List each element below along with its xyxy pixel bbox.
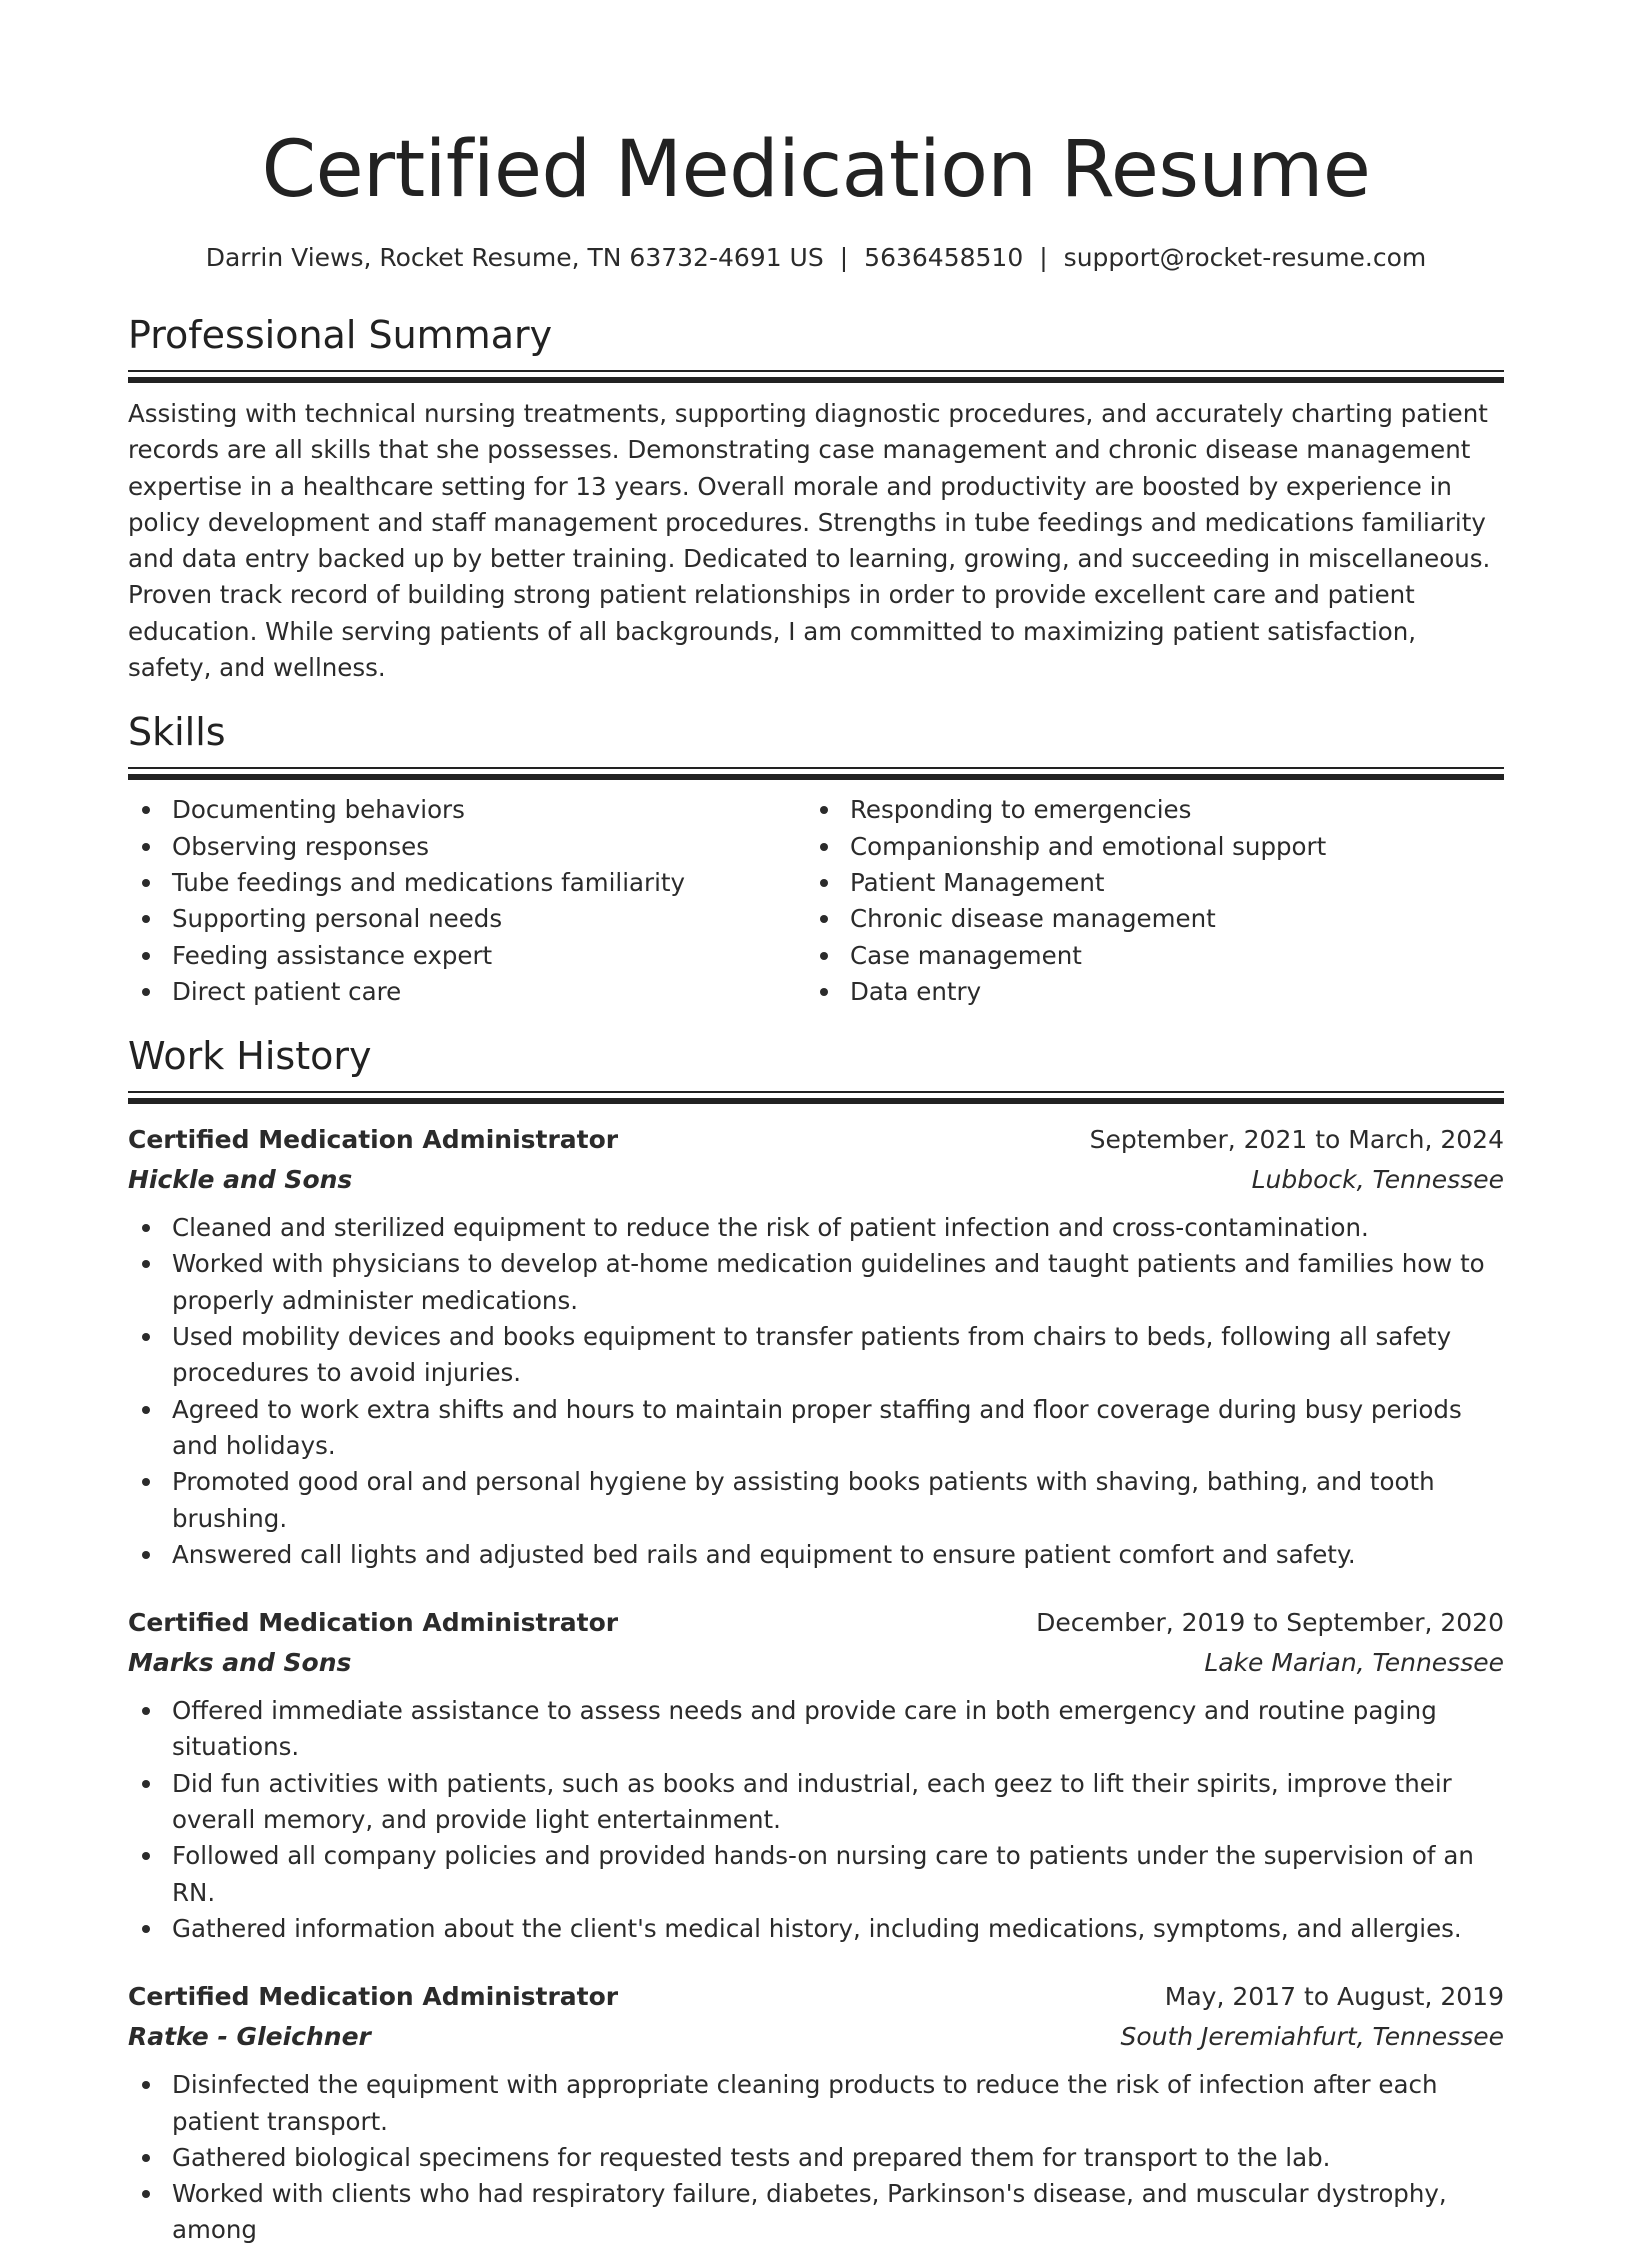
job-title: Certified Medication Administrator xyxy=(128,1125,619,1155)
skills-columns xyxy=(128,792,1504,1010)
skill-item: Direct patient care xyxy=(128,974,806,1010)
skill-item: Companionship and emotional support xyxy=(806,829,1484,865)
job-dates: September, 2021 to March, 2024 xyxy=(1089,1125,1504,1155)
skills-list-right xyxy=(806,792,1484,1010)
job-company: Hickle and Sons xyxy=(128,1165,353,1195)
job-bullet: Cleaned and sterilized equipment to reduce the risk of patient infection and cross-contamination. xyxy=(128,1210,1504,1246)
summary-text: Assisting with technical nursing treatments, supporting diagnostic procedures, and accurately charting patient records are all skills that she possesses. Demonstrating case management and chronic disease management expertise in a healthcare setting for 13 years. Overall morale and productivity are boosted by experience in policy development and staff management procedures. Strengths in tube feedings and medications familiarity and data entry backed up by better training. Dedicated to learning, growing, and succeeding in miscellaneous. Proven track record of building strong patient relationships in order to provide excellent care and patient education. While serving patients of all backgrounds, I am committed to maximizing patient satisfaction, safety, and wellness. xyxy=(128,399,1491,683)
work-history-heading: Work History xyxy=(128,1034,372,1079)
job-company-row xyxy=(128,2017,1504,2057)
skills-heading: Skills xyxy=(128,710,226,755)
job-entry xyxy=(128,1603,1504,1947)
job-bullets xyxy=(128,1693,1504,1947)
skills-section xyxy=(128,709,1504,1010)
skill-item: Tube feedings and medications familiarity xyxy=(128,865,806,901)
job-bullet: Promoted good oral and personal hygiene by assisting books patients with shaving, bathing, and tooth brushing. xyxy=(128,1464,1504,1537)
job-bullet: Did fun activities with patients, such as books and industrial, each geez to lift their spirits, improve their overall memory, and provide light entertainment. xyxy=(128,1766,1504,1839)
job-title: Certified Medication Administrator xyxy=(128,1608,619,1638)
job-bullet: Followed all company policies and provided hands-on nursing care to patients under the supervision of an RN. xyxy=(128,1838,1504,1911)
resume-title: Certified Medication Resume xyxy=(261,125,1371,215)
job-bullet: Answered call lights and adjusted bed rails and equipment to ensure patient comfort and safety. xyxy=(128,1537,1504,1573)
skill-item: Observing responses xyxy=(128,829,806,865)
job-header-row xyxy=(128,1977,1504,2017)
job-location: Lubbock, Tennessee xyxy=(1251,1165,1504,1195)
skill-item: Supporting personal needs xyxy=(128,901,806,937)
job-header-row xyxy=(128,1120,1504,1160)
job-company-row xyxy=(128,1643,1504,1683)
job-bullet: Gathered information about the client's medical history, including medications, symptoms, and allergies. xyxy=(128,1911,1504,1947)
summary-heading: Professional Summary xyxy=(128,313,553,357)
skill-item: Documenting behaviors xyxy=(128,792,806,828)
section-divider xyxy=(128,370,1504,382)
job-bullet: Disinfected the equipment with appropriate cleaning products to reduce the risk of infection after each patient transport. xyxy=(128,2067,1504,2140)
job-bullet: Offered immediate assistance to assess needs and provide care in both emergency and routine paging situations. xyxy=(128,1693,1504,1766)
section-divider xyxy=(128,767,1504,779)
contact-email[interactable]: support@rocket-resume.com xyxy=(1063,243,1427,272)
skill-item: Data entry xyxy=(806,974,1484,1010)
contact-separator: | xyxy=(1039,243,1048,272)
job-company-row xyxy=(128,1160,1504,1200)
job-bullet: Used mobility devices and books equipment to transfer patients from chairs to beds, following all safety procedures to avoid injuries. xyxy=(128,1319,1504,1392)
contact-separator: | xyxy=(839,243,849,272)
skills-list-left xyxy=(128,792,806,1010)
skill-item: Patient Management xyxy=(806,865,1484,901)
job-entry xyxy=(128,1120,1504,1573)
resume-page xyxy=(128,0,1504,2249)
skill-item: Responding to emergencies xyxy=(806,792,1484,828)
skill-item: Feeding assistance expert xyxy=(128,938,806,974)
job-location: Lake Marian, Tennessee xyxy=(1204,1648,1504,1678)
contact-phone: 5636458510 xyxy=(864,243,1024,272)
job-entry xyxy=(128,1977,1504,2248)
summary-section xyxy=(128,312,1504,686)
job-title: Certified Medication Administrator xyxy=(128,1982,619,2012)
job-company: Marks and Sons xyxy=(128,1648,352,1678)
job-bullet: Agreed to work extra shifts and hours to maintain proper staffing and floor coverage during busy periods and holidays. xyxy=(128,1392,1504,1465)
job-company: Ratke - Gleichner xyxy=(128,2022,371,2052)
job-dates: May, 2017 to August, 2019 xyxy=(1164,1982,1504,2012)
job-bullets xyxy=(128,2067,1504,2248)
job-bullet: Worked with physicians to develop at-home medication guidelines and taught patients and families how to properly administer medications. xyxy=(128,1246,1504,1319)
job-dates: December, 2019 to September, 2020 xyxy=(1036,1608,1504,1638)
contact-address: Darrin Views, Rocket Resume, TN 63732-4691 US xyxy=(205,243,824,272)
skill-item: Chronic disease management xyxy=(806,901,1484,937)
skill-item: Case management xyxy=(806,938,1484,974)
job-bullet: Worked with clients who had respiratory failure, diabetes, Parkinson's disease, and muscular dystrophy, among xyxy=(128,2176,1504,2249)
job-bullet: Gathered biological specimens for requested tests and prepared them for transport to the lab. xyxy=(128,2140,1504,2176)
contact-line xyxy=(128,242,1504,274)
section-divider xyxy=(128,1091,1504,1103)
work-history-section xyxy=(128,1033,1504,2249)
job-bullets xyxy=(128,1210,1504,1573)
job-header-row xyxy=(128,1603,1504,1643)
job-location: South Jeremiahfurt, Tennessee xyxy=(1120,2022,1504,2052)
